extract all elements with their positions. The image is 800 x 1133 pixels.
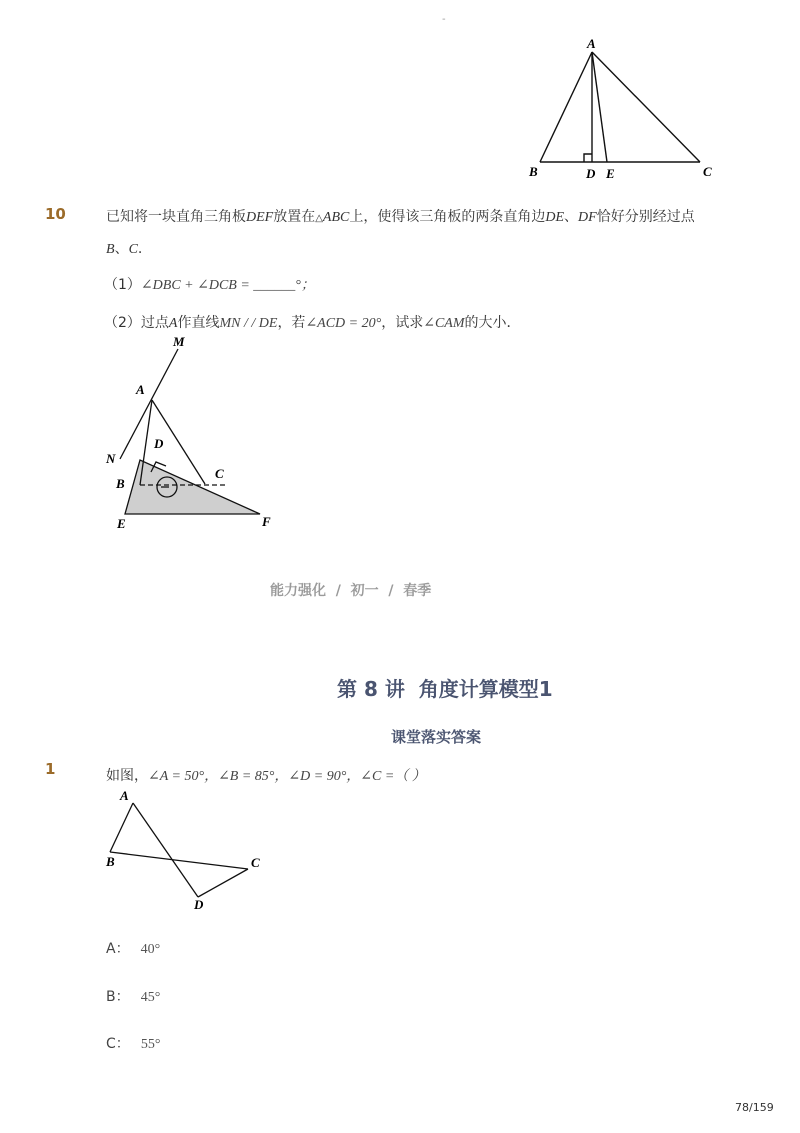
label-b: B <box>106 854 115 869</box>
label-c: C <box>215 466 224 481</box>
label-c: C <box>251 855 260 870</box>
option-a[interactable]: A： 40° <box>106 941 161 957</box>
label-d: D <box>586 166 596 181</box>
figure-q10 <box>100 332 290 537</box>
label-a: A <box>587 36 596 51</box>
segment-bc <box>110 852 248 869</box>
page-number: 78/159 <box>735 1101 774 1114</box>
label-e: E <box>117 516 126 531</box>
option-b[interactable]: B： 45° <box>106 989 161 1005</box>
option-c[interactable]: C： 55° <box>106 1036 161 1052</box>
label-e: E <box>606 166 615 181</box>
label-b: B <box>529 164 538 179</box>
triangle-def <box>125 460 260 514</box>
segment-ab <box>540 52 592 162</box>
question-number: 1 <box>45 760 56 778</box>
question-1-text: 如图，∠A = 50°，∠B = 85°，∠D = 90°，∠C =（ ） <box>106 768 426 784</box>
segment-ab <box>110 803 133 852</box>
segment-ac <box>592 52 700 162</box>
label-d: D <box>194 897 204 912</box>
label-m: M <box>173 334 185 349</box>
question-number: 10 <box>45 205 66 223</box>
question-10-line2: B、C. <box>106 241 143 257</box>
label-b: B <box>116 476 125 491</box>
label-n: N <box>106 451 116 466</box>
question-10-part1: （1）∠DBC + ∠DCB = ______°； <box>104 277 315 293</box>
segment-ad <box>133 803 198 897</box>
label-d: D <box>154 436 164 451</box>
section-title: 课堂落实答案 <box>391 728 482 746</box>
figure-q1 <box>100 785 280 915</box>
line-mn <box>120 349 178 459</box>
top-mark: - <box>442 14 446 25</box>
question-10-line1: 已知将一块直角三角板DEF放置在△ABC上，使得该三角板的两条直角边DE、DF恰好分别经过点 <box>106 209 695 225</box>
label-c: C <box>703 164 712 179</box>
question-10-part2: （2）过点A作直线MN / / DE，若∠ACD = 20°，试求∠CAM的大小． <box>104 315 521 331</box>
figure-triangle-abc <box>520 30 720 185</box>
segment-ae <box>592 52 607 162</box>
segment-dc <box>198 869 248 897</box>
lecture-title: 第 8 讲 角度计算模型1 <box>337 677 553 701</box>
right-angle-mark <box>584 154 592 162</box>
label-f: F <box>262 514 271 529</box>
label-a: A <box>136 382 145 397</box>
footer-label: 能力强化 / 初一 / 春季 <box>270 583 432 599</box>
label-a: A <box>120 788 129 803</box>
